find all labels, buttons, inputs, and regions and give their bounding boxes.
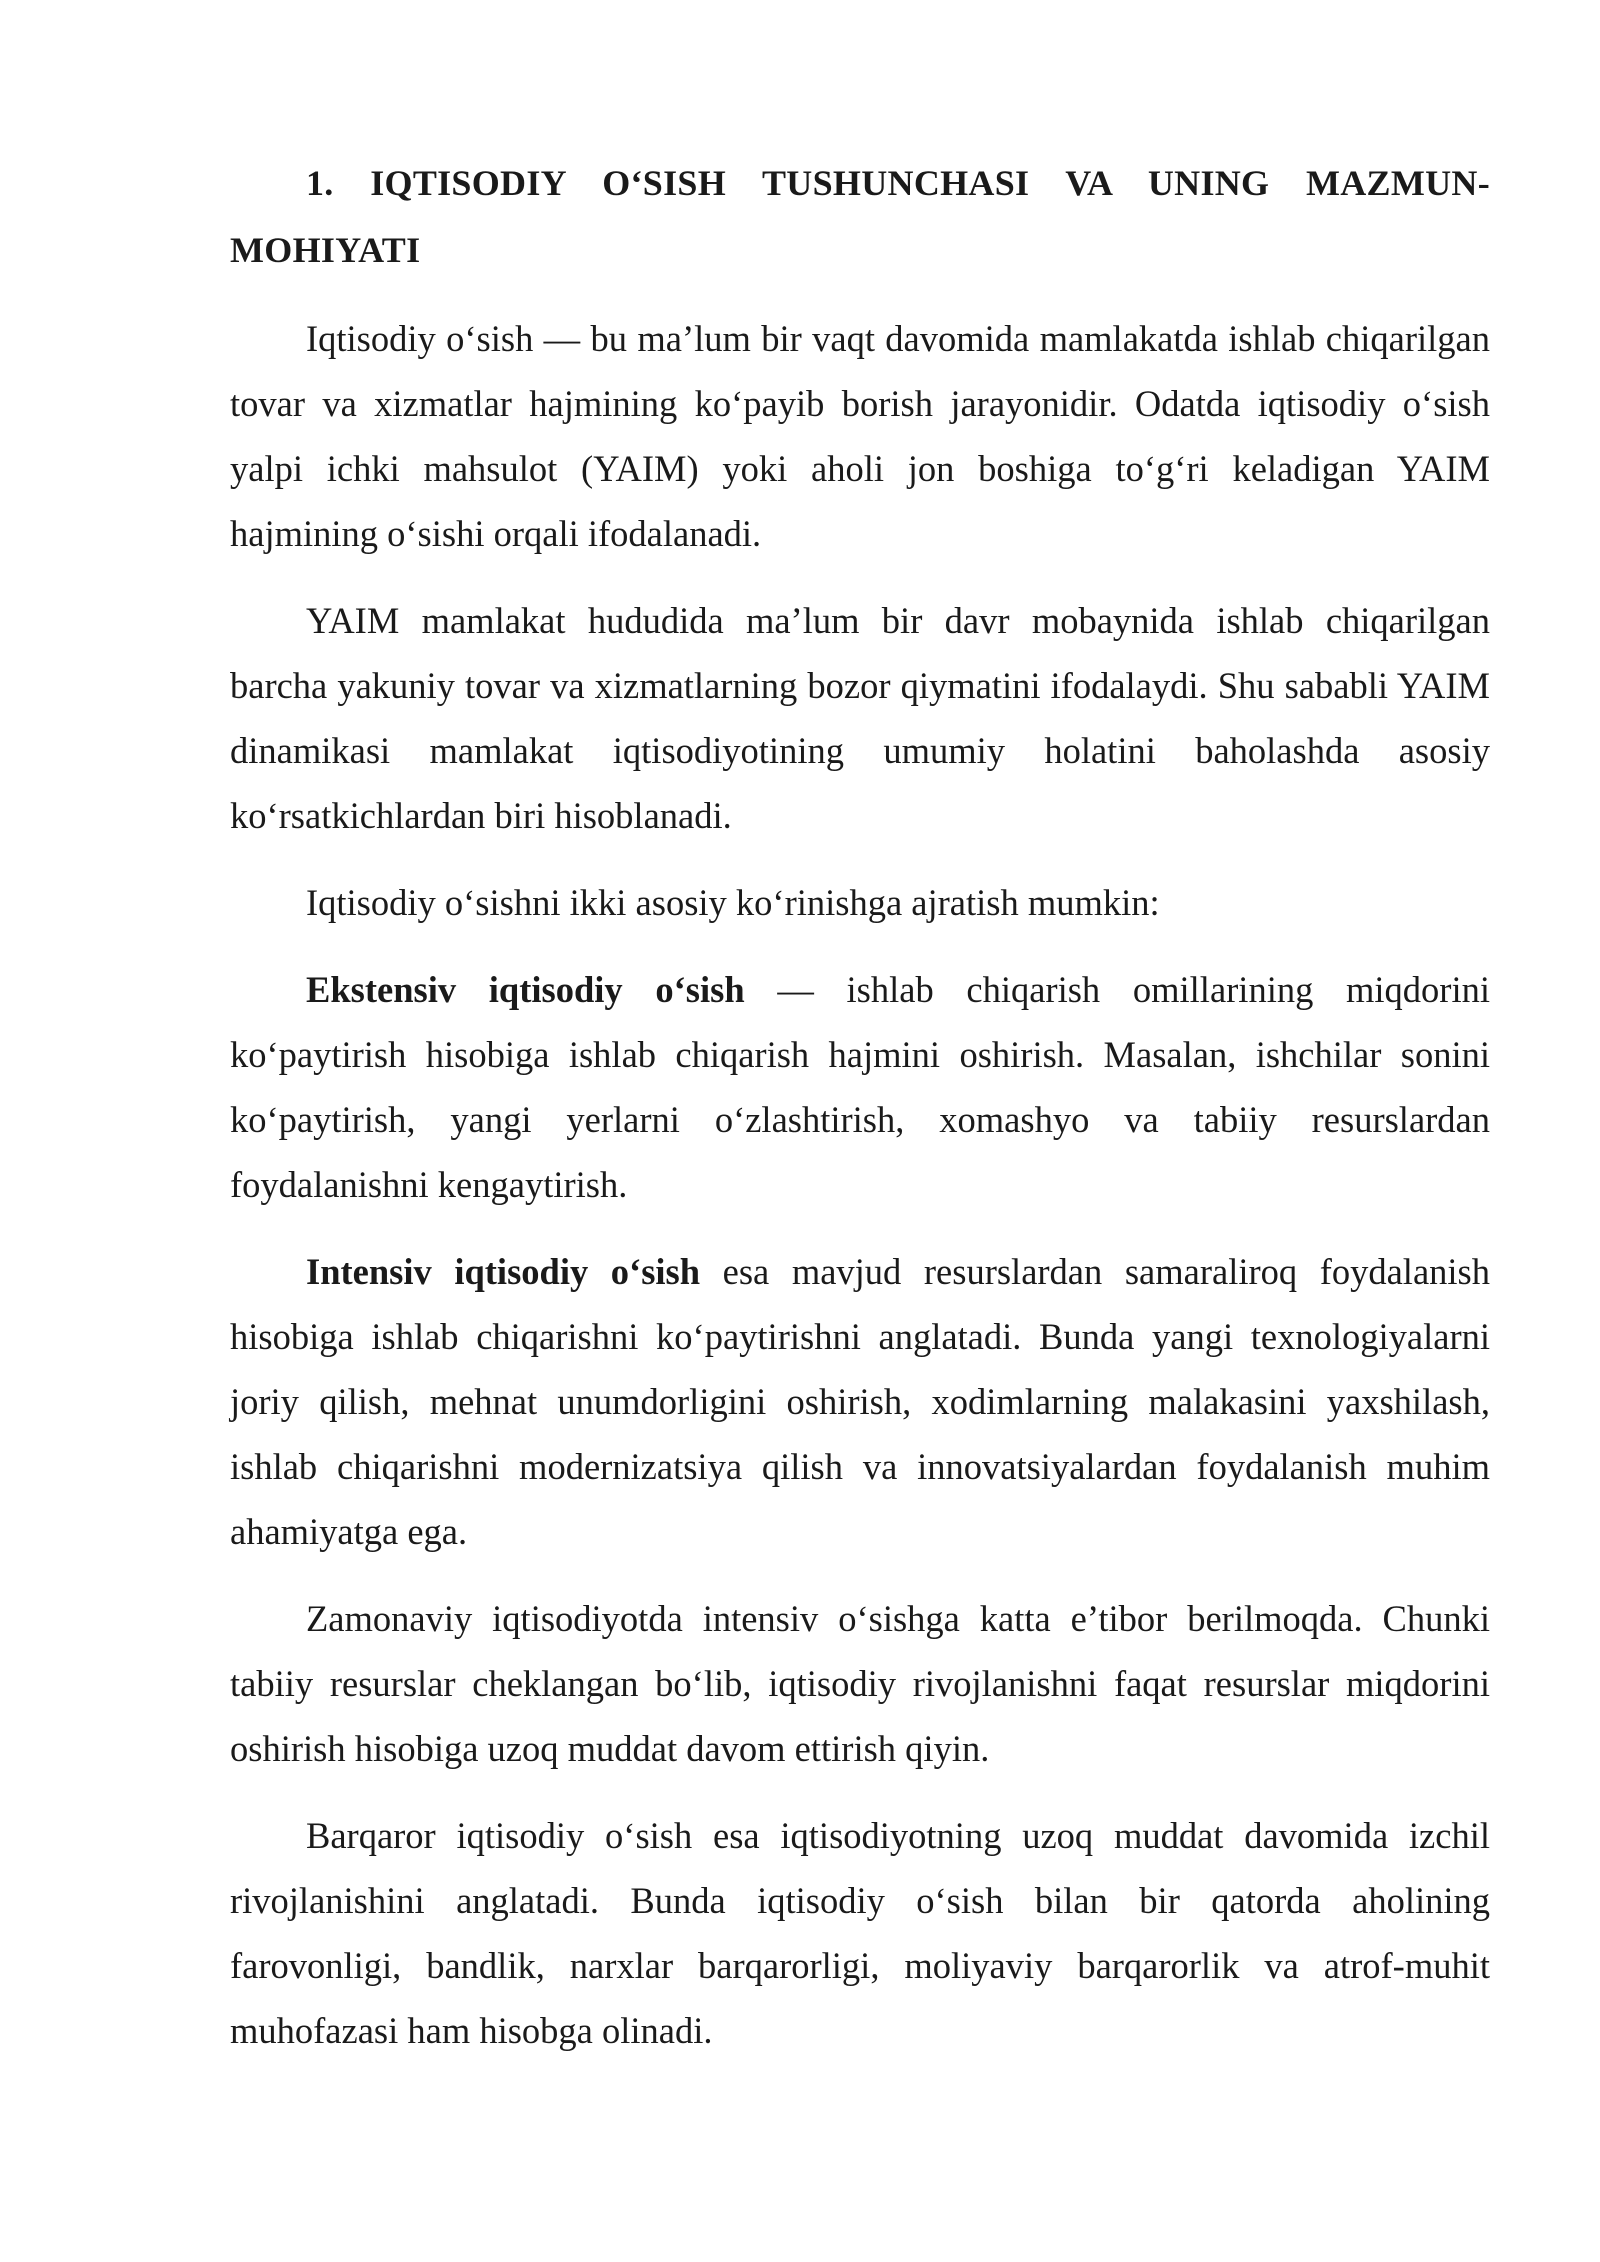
paragraph-definition <box>230 306 1490 566</box>
paragraph-text: Iqtisodiy o‘sish — bu ma’lum bir vaqt davomida mamlakatda ishlab chiqarilgan tovar va xizmatlar hajmining ko‘payib borish jarayonidir. Odatda iqtisodiy o‘sish yalpi ichki mahsulot (YAIM) yoki aholi jon boshiga to‘g‘ri keladigan YAIM hajmining o‘sishi orqali ifodalanadi. <box>230 318 1490 554</box>
paragraph-sustainable-growth <box>230 1803 1490 2063</box>
paragraph-text: esa mavjud resurslardan samaraliroq foydalanish hisobiga ishlab chiqarishni ko‘paytirishni anglatadi. Bunda yangi texnologiyalarni joriy qilish, mehnat unumdorligini oshirish, xodimlarning malakasini yaxshilash, ishlab chiqarishni modernizatsiya qilish va innovatsiyalardan foydalanish muhim ahamiyatga ega. <box>230 1251 1490 1552</box>
paragraph-lead-term: Intensiv iqtisodiy o‘sish <box>306 1251 701 1292</box>
paragraph-text: Zamonaviy iqtisodiyotda intensiv o‘sishga katta e’tibor berilmoqda. Chunki tabiiy resurslar cheklangan bo‘lib, iqtisodiy rivojlanishni faqat resurslar miqdorini oshirish hisobiga uzoq muddat davom ettirish qiyin. <box>230 1598 1490 1769</box>
paragraph-gdp <box>230 588 1490 848</box>
document-page <box>230 150 1490 2085</box>
paragraph-text: — ishlab chiqarish omillarining miqdorini ko‘paytirish hisobiga ishlab chiqarish hajmini oshirish. Masalan, ishchilar sonini ko‘paytirish, yangi yerlarni o‘zlashtirish, xomashyo va tabiiy resurslardan foydalanishni kengaytirish. <box>230 969 1490 1205</box>
paragraph-intensive <box>230 1239 1490 1564</box>
paragraph-lead-term: Ekstensiv iqtisodiy o‘sish <box>306 969 745 1010</box>
paragraph-text: Barqaror iqtisodiy o‘sish esa iqtisodiyotning uzoq muddat davomida izchil rivojlanishini anglatadi. Bunda iqtisodiy o‘sish bilan bir qatorda aholining farovonligi, bandlik, narxlar barqarorligi, moliyaviy barqarorlik va atrof-muhit muhofazasi ham hisobga olinadi. <box>230 1815 1490 2051</box>
paragraph-text: Iqtisodiy o‘sishni ikki asosiy ko‘rinishga ajratish mumkin: <box>306 882 1160 923</box>
paragraph-extensive <box>230 957 1490 1217</box>
section-heading <box>230 150 1490 284</box>
section-title: IQTISODIY O‘SISH TUSHUNCHASI VA UNING MAZMUN-MOHIYATI <box>230 163 1490 270</box>
paragraph-types-intro <box>230 870 1490 935</box>
section-number: 1. <box>306 163 334 203</box>
paragraph-modern-economy <box>230 1586 1490 1781</box>
paragraph-text: YAIM mamlakat hududida ma’lum bir davr mobaynida ishlab chiqarilgan barcha yakuniy tovar va xizmatlarning bozor qiymatini ifodalaydi. Shu sababli YAIM dinamikasi mamlakat iqtisodiyotining umumiy holatini baholashda asosiy ko‘rsatkichlardan biri hisoblanadi. <box>230 600 1490 836</box>
